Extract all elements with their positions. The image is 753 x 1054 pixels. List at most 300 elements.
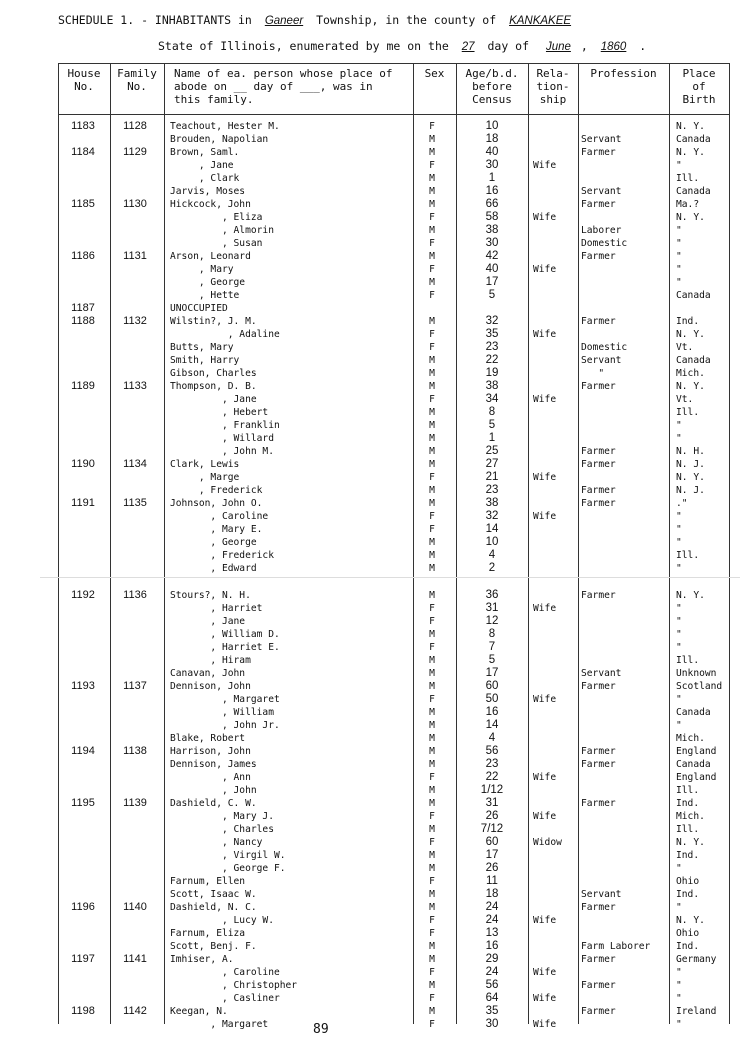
relationship-value: Wife <box>533 772 557 783</box>
house-number: 1196 <box>71 901 95 913</box>
place-of-birth-value: N. H. <box>676 446 705 457</box>
age-value: 64 <box>485 992 499 1004</box>
place-of-birth-header: Place of Birth <box>682 67 716 106</box>
table-row <box>0 602 753 615</box>
person-name: Imhiser, A. <box>170 954 234 965</box>
profession-value: Laborer <box>581 225 622 236</box>
profession-value: Domestic <box>581 342 628 353</box>
profession-value: Servant <box>581 134 622 145</box>
sex-value: M <box>429 954 435 965</box>
enumeration-line: State of Illinois, enumerated by me on the 27 day of June , 1860 . <box>158 39 647 53</box>
age-value: 1 <box>488 432 496 444</box>
person-name: , Casliner <box>170 993 280 1004</box>
person-name: Blake, Robert <box>170 733 246 744</box>
age-value: 18 <box>485 888 499 900</box>
sex-value: M <box>429 798 435 809</box>
age-value: 23 <box>485 484 499 496</box>
age-header: Age/b.d. before Census <box>465 67 519 106</box>
relationship-value: Wife <box>533 264 557 275</box>
person-name: Gibson, Charles <box>170 368 257 379</box>
person-name: , Mary <box>170 264 234 275</box>
age-value: 1/12 <box>480 784 504 796</box>
place-of-birth-value: " <box>676 629 682 640</box>
table-row <box>0 406 753 419</box>
person-name: Keegan, N. <box>170 1006 228 1017</box>
family-number: 1141 <box>123 953 147 965</box>
day-value: 27 <box>461 41 475 53</box>
table-row <box>0 315 753 328</box>
relationship-header: Rela- tion- ship <box>536 67 570 106</box>
house-number: 1191 <box>71 497 95 509</box>
person-name: , George <box>170 277 246 288</box>
age-value: 22 <box>485 354 499 366</box>
age-value: 30 <box>485 237 499 249</box>
house-number: 1192 <box>71 589 95 601</box>
person-name: Stours?, N. H. <box>170 590 251 601</box>
table-row <box>0 289 753 302</box>
table-row <box>0 224 753 237</box>
house-number: 1184 <box>71 146 95 158</box>
sex-value: M <box>429 433 435 444</box>
person-name: , Margaret <box>170 1019 269 1030</box>
person-name: , Margaret <box>170 694 280 705</box>
sex-value: M <box>429 980 435 991</box>
house-no-header: House No. <box>67 67 101 93</box>
place-of-birth-value: Scotland <box>676 681 723 692</box>
profession-value: Farmer <box>581 798 616 809</box>
township-value: Ganeer <box>264 15 304 27</box>
sex-value: M <box>429 863 435 874</box>
age-value: 10 <box>485 120 499 132</box>
table-row <box>0 1005 753 1018</box>
page-number: 89 <box>313 1022 329 1037</box>
person-name: , George <box>170 537 257 548</box>
place-of-birth-value: Ind. <box>676 850 700 861</box>
age-value: 26 <box>485 862 499 874</box>
age-value: 2 <box>488 562 496 574</box>
sex-value: M <box>429 889 435 900</box>
schedule-title-mid: Township, in the county of <box>316 13 497 27</box>
age-value: 19 <box>485 367 499 379</box>
table-row <box>0 471 753 484</box>
age-value: 12 <box>485 615 499 627</box>
sex-value: M <box>429 355 435 366</box>
person-name: Dennison, John <box>170 681 251 692</box>
place-of-birth-value: Ill. <box>676 785 700 796</box>
place-of-birth-value: " <box>676 694 682 705</box>
table-row <box>0 497 753 510</box>
sex-value: M <box>429 446 435 457</box>
age-value: 7 <box>488 641 496 653</box>
person-name: , Charles <box>170 824 274 835</box>
relationship-value: Wife <box>533 915 557 926</box>
table-row <box>0 693 753 706</box>
place-of-birth-value: Ill. <box>676 655 700 666</box>
place-of-birth-value: Canada <box>676 355 711 366</box>
table-row <box>0 745 753 758</box>
place-of-birth-value: Canada <box>676 290 711 301</box>
sex-value: F <box>429 928 435 939</box>
place-of-birth-value: " <box>676 524 682 535</box>
place-of-birth-value: " <box>676 420 682 431</box>
profession-value: Farmer <box>581 759 616 770</box>
age-value: 32 <box>485 315 499 327</box>
table-row <box>0 302 753 315</box>
age-value: 1 <box>488 172 496 184</box>
table-row <box>0 159 753 172</box>
place-of-birth-value: N. Y. <box>676 329 705 340</box>
age-value: 21 <box>485 471 499 483</box>
place-of-birth-value: " <box>676 511 682 522</box>
person-name: , John <box>170 785 257 796</box>
sex-value: F <box>429 642 435 653</box>
family-number: 1132 <box>123 315 147 327</box>
age-value: 31 <box>485 602 499 614</box>
sex-value: F <box>429 616 435 627</box>
place-of-birth-value: Unknown <box>676 668 717 679</box>
place-of-birth-value: Ill. <box>676 173 700 184</box>
house-number: 1186 <box>71 250 95 262</box>
sex-value: F <box>429 212 435 223</box>
house-number: 1183 <box>71 120 95 132</box>
age-value: 66 <box>485 198 499 210</box>
table-row <box>0 680 753 693</box>
profession-value: Farmer <box>581 251 616 262</box>
sex-value: F <box>429 472 435 483</box>
family-number: 1139 <box>123 797 147 809</box>
sex-value: M <box>429 941 435 952</box>
person-name: Smith, Harry <box>170 355 240 366</box>
person-name: , Caroline <box>170 967 280 978</box>
age-value: 11 <box>486 875 498 887</box>
table-row <box>0 628 753 641</box>
place-of-birth-value: N. Y. <box>676 915 705 926</box>
table-row <box>0 771 753 784</box>
person-name: , William <box>170 707 274 718</box>
sex-value: F <box>429 1019 435 1030</box>
place-of-birth-value: " <box>676 980 682 991</box>
table-row <box>0 393 753 406</box>
person-name: , Edward <box>170 563 257 574</box>
table-row <box>0 732 753 745</box>
age-value: 29 <box>485 953 499 965</box>
sex-value: F <box>429 238 435 249</box>
header-bottom-rule <box>58 114 729 115</box>
person-name: , Lucy W. <box>170 915 274 926</box>
table-row <box>0 198 753 211</box>
age-value: 60 <box>485 680 499 692</box>
house-number: 1190 <box>71 458 95 470</box>
sex-value: M <box>429 407 435 418</box>
place-of-birth-value: N. J. <box>676 459 705 470</box>
place-of-birth-value: N. Y. <box>676 590 705 601</box>
person-name: , Susan <box>170 238 263 249</box>
table-row <box>0 927 753 940</box>
profession-value: Servant <box>581 889 622 900</box>
age-value: 17 <box>485 667 499 679</box>
month-value: June <box>545 41 571 53</box>
enumeration-mid: day of <box>487 39 530 53</box>
relationship-value: Wife <box>533 160 557 171</box>
table-row <box>0 992 753 1005</box>
sex-value: M <box>429 550 435 561</box>
house-number: 1193 <box>71 680 95 692</box>
sex-value: M <box>429 850 435 861</box>
person-name: Dashield, C. W. <box>170 798 257 809</box>
place-of-birth-value: Ill. <box>676 407 700 418</box>
person-name: Wilstin?, J. M. <box>170 316 257 327</box>
table-row <box>0 354 753 367</box>
table-row <box>0 719 753 732</box>
person-name: , Franklin <box>170 420 280 431</box>
age-value: 17 <box>485 276 499 288</box>
profession-value: Farmer <box>581 902 616 913</box>
place-of-birth-value: N. Y. <box>676 381 705 392</box>
place-of-birth-value: Canada <box>676 759 711 770</box>
enumeration-end: . <box>639 39 647 53</box>
place-of-birth-value: " <box>676 902 682 913</box>
relationship-value: Wife <box>533 511 557 522</box>
person-name: Butts, Mary <box>170 342 234 353</box>
table-row <box>0 953 753 966</box>
place-of-birth-value: Vt. <box>676 394 694 405</box>
age-value: 56 <box>485 745 499 757</box>
table-row <box>0 185 753 198</box>
place-of-birth-value: Ireland <box>676 1006 717 1017</box>
age-value: 35 <box>485 328 499 340</box>
sex-value: F <box>429 811 435 822</box>
table-row <box>0 797 753 810</box>
person-name: , Mary E. <box>170 524 263 535</box>
sex-value: M <box>429 459 435 470</box>
person-name: Jarvis, Moses <box>170 186 246 197</box>
place-of-birth-value: " <box>676 264 682 275</box>
family-number: 1129 <box>123 146 147 158</box>
person-name: , George F. <box>170 863 286 874</box>
age-value: 16 <box>485 185 499 197</box>
profession-value: Farmer <box>581 316 616 327</box>
place-of-birth-value: England <box>676 772 717 783</box>
family-number: 1142 <box>123 1005 147 1017</box>
table-row <box>0 146 753 159</box>
age-value: 38 <box>485 224 499 236</box>
place-of-birth-value: N. Y. <box>676 147 705 158</box>
profession-value: Farmer <box>581 590 616 601</box>
age-value: 56 <box>485 979 499 991</box>
age-value: 42 <box>485 250 499 262</box>
age-value: 10 <box>485 536 499 548</box>
relationship-value: Wife <box>533 472 557 483</box>
family-number: 1135 <box>123 497 147 509</box>
table-row <box>0 263 753 276</box>
person-name: , Nancy <box>170 837 263 848</box>
family-number: 1133 <box>123 380 147 392</box>
place-of-birth-value: " <box>676 1019 682 1030</box>
table-row <box>0 419 753 432</box>
family-number: 1130 <box>123 198 147 210</box>
table-row <box>0 510 753 523</box>
age-value: 30 <box>485 1018 499 1030</box>
age-value: 16 <box>485 706 499 718</box>
family-number: 1134 <box>123 458 147 470</box>
place-of-birth-value: Mich. <box>676 811 705 822</box>
sex-value: M <box>429 199 435 210</box>
person-name: , Virgil W. <box>170 850 286 861</box>
family-number: 1131 <box>123 250 147 262</box>
table-row <box>0 966 753 979</box>
table-row <box>0 914 753 927</box>
year-value: 1860 <box>600 41 627 53</box>
place-of-birth-value: " <box>676 863 682 874</box>
sex-value: F <box>429 772 435 783</box>
house-number: 1198 <box>71 1005 95 1017</box>
place-of-birth-value: Mich. <box>676 733 705 744</box>
place-of-birth-value: " <box>676 720 682 731</box>
place-of-birth-value: Vt. <box>676 342 694 353</box>
table-row <box>0 276 753 289</box>
table-row <box>0 901 753 914</box>
place-of-birth-value: " <box>676 603 682 614</box>
age-value: 24 <box>485 901 499 913</box>
place-of-birth-value: N. Y. <box>676 212 705 223</box>
profession-value: Farmer <box>581 446 616 457</box>
relationship-value: Wife <box>533 1019 557 1030</box>
table-row <box>0 979 753 992</box>
house-number: 1195 <box>71 797 95 809</box>
sex-value: M <box>429 251 435 262</box>
sex-value: M <box>429 902 435 913</box>
person-name: Dennison, James <box>170 759 257 770</box>
place-of-birth-value: " <box>676 277 682 288</box>
house-number: 1185 <box>71 198 95 210</box>
house-number: 1189 <box>71 380 95 392</box>
person-name: , Mary J. <box>170 811 274 822</box>
profession-value: " <box>581 368 605 379</box>
table-row <box>0 758 753 771</box>
profession-value: Farm Laborer <box>581 941 651 952</box>
place-of-birth-value: Ill. <box>676 824 700 835</box>
age-value: 60 <box>485 836 499 848</box>
relationship-value: Wife <box>533 811 557 822</box>
person-name: , Christopher <box>170 980 298 991</box>
person-name: , Jane <box>170 394 257 405</box>
profession-value: Farmer <box>581 746 616 757</box>
sex-value: F <box>429 121 435 132</box>
table-row <box>0 250 753 263</box>
sex-value: M <box>429 147 435 158</box>
place-of-birth-value: " <box>676 537 682 548</box>
place-of-birth-value: Ohio <box>676 876 700 887</box>
sex-value: M <box>429 681 435 692</box>
table-row <box>0 589 753 602</box>
age-value: 18 <box>485 133 499 145</box>
family-number: 1136 <box>123 589 147 601</box>
age-value: 32 <box>485 510 499 522</box>
age-value: 4 <box>488 549 496 561</box>
person-name: Hickcock, John <box>170 199 251 210</box>
sex-value: M <box>429 134 435 145</box>
sex-value: M <box>429 1006 435 1017</box>
place-of-birth-value: " <box>676 563 682 574</box>
sex-value: M <box>429 746 435 757</box>
relationship-value: Wife <box>533 212 557 223</box>
place-of-birth-value: " <box>676 993 682 1004</box>
sex-value: M <box>429 707 435 718</box>
age-value: 23 <box>485 758 499 770</box>
page-fold <box>40 577 740 578</box>
table-top-rule <box>58 63 729 64</box>
sex-value: M <box>429 655 435 666</box>
place-of-birth-value: " <box>676 160 682 171</box>
age-value: 38 <box>485 380 499 392</box>
profession-value: Domestic <box>581 238 628 249</box>
table-row <box>0 654 753 667</box>
age-value: 7/12 <box>480 823 504 835</box>
sex-header: Sex <box>424 67 445 80</box>
table-row <box>0 367 753 380</box>
sex-value: F <box>429 876 435 887</box>
sex-value: M <box>429 186 435 197</box>
enumeration-prefix: State of Illinois, enumerated by me on the <box>158 39 449 53</box>
family-number: 1137 <box>123 680 147 692</box>
person-name: Harrison, John <box>170 746 251 757</box>
table-row <box>0 380 753 393</box>
profession-value: Farmer <box>581 147 616 158</box>
age-value: 58 <box>485 211 499 223</box>
house-number: 1197 <box>71 953 95 965</box>
table-row <box>0 810 753 823</box>
place-of-birth-value: " <box>676 642 682 653</box>
age-value: 5 <box>488 289 496 301</box>
age-value: 5 <box>488 654 496 666</box>
table-row <box>0 445 753 458</box>
sex-value: F <box>429 993 435 1004</box>
person-name: UNOCCUPIED <box>170 303 228 314</box>
table-row <box>0 888 753 901</box>
sex-value: F <box>429 160 435 171</box>
sex-value: F <box>429 342 435 353</box>
age-value: 35 <box>485 1005 499 1017</box>
table-row <box>0 172 753 185</box>
table-row <box>0 875 753 888</box>
relationship-value: Widow <box>533 837 562 848</box>
sex-value: F <box>429 329 435 340</box>
relationship-value: Wife <box>533 603 557 614</box>
sex-value: F <box>429 915 435 926</box>
house-number: 1188 <box>71 315 95 327</box>
sex-value: F <box>429 524 435 535</box>
sex-value: F <box>429 290 435 301</box>
profession-value: Farmer <box>581 199 616 210</box>
age-value: 17 <box>485 849 499 861</box>
age-value: 24 <box>485 966 499 978</box>
profession-value: Servant <box>581 186 622 197</box>
name-header: Name of ea. person whose place of abode on __ day of ___, was in this family. <box>174 67 393 106</box>
profession-value: Farmer <box>581 681 616 692</box>
table-row <box>0 706 753 719</box>
family-number: 1138 <box>123 745 147 757</box>
person-name: Arson, Leonard <box>170 251 251 262</box>
profession-value: Farmer <box>581 980 616 991</box>
place-of-birth-value: " <box>676 251 682 262</box>
place-of-birth-value: Ohio <box>676 928 700 939</box>
table-row <box>0 536 753 549</box>
relationship-value: Wife <box>533 694 557 705</box>
age-value: 25 <box>485 445 499 457</box>
person-name: Scott, Isaac W. <box>170 889 257 900</box>
age-value: 40 <box>485 146 499 158</box>
person-name: , Frederick <box>170 550 274 561</box>
